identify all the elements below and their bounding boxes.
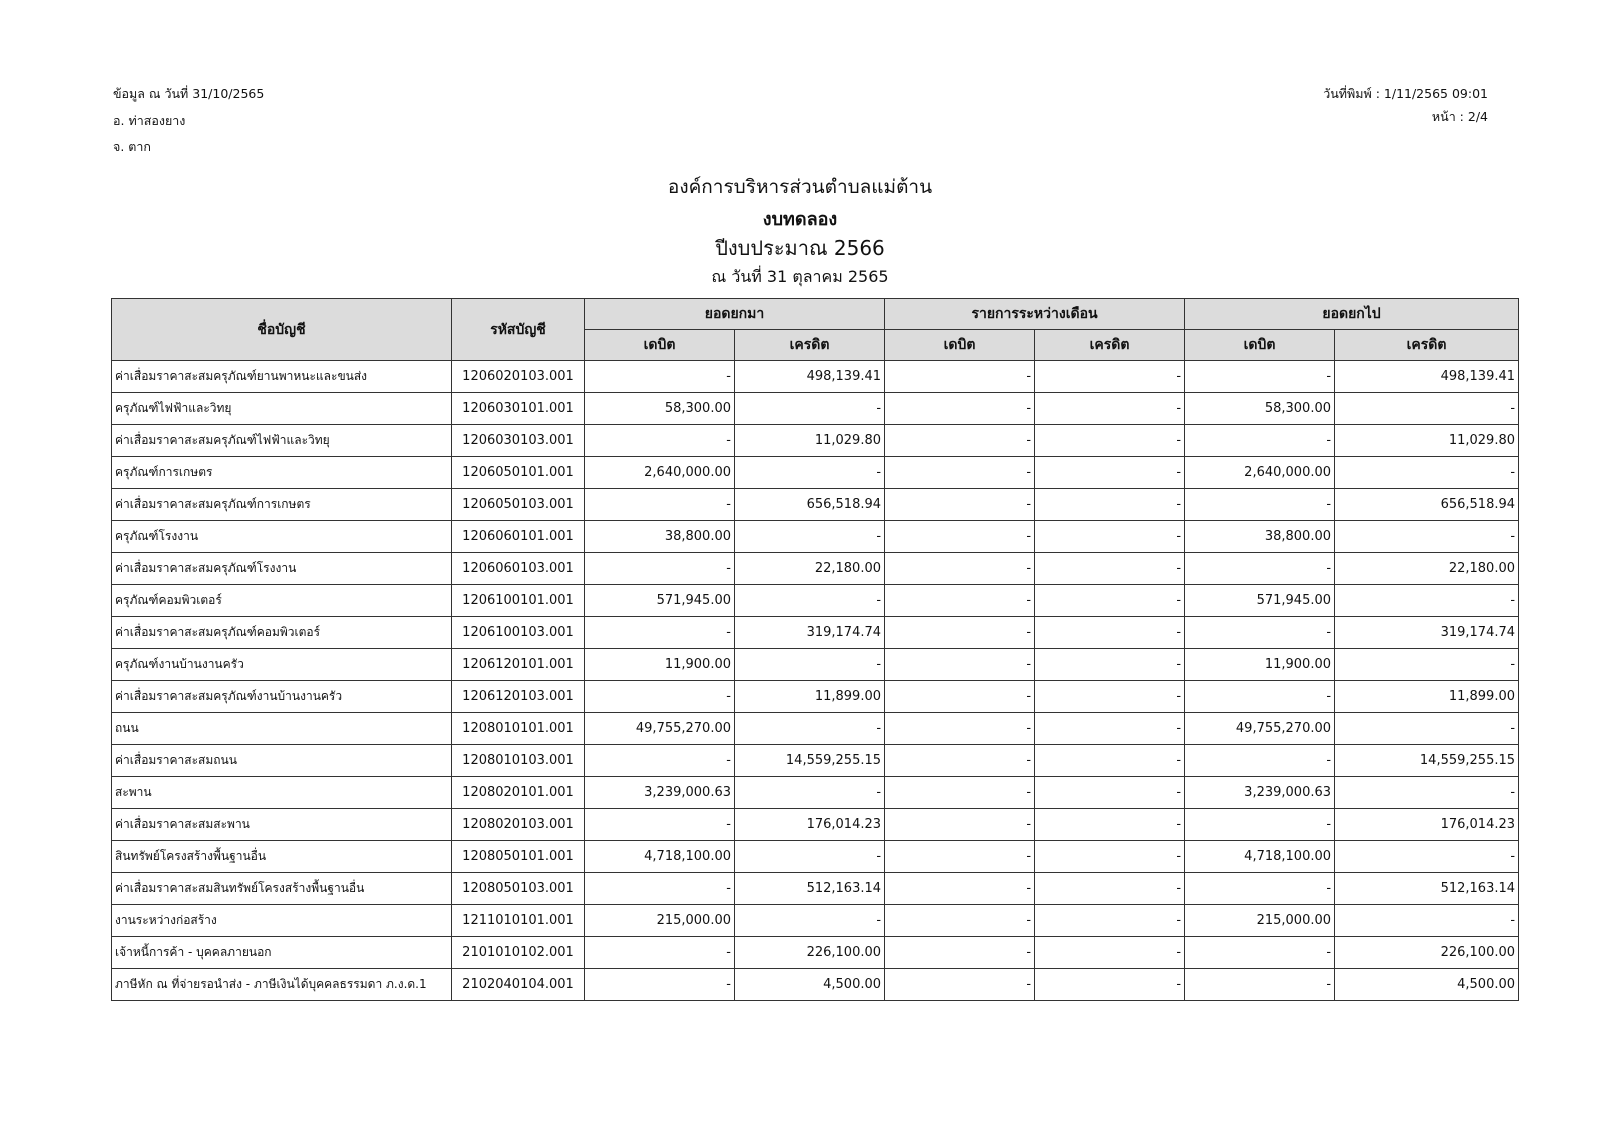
account-name-cell: สินทรัพย์โครงสร้างพื้นฐานอื่น (112, 841, 452, 873)
account-name-cell: ถนน (112, 713, 452, 745)
forward-credit-cell: 226,100.00 (1335, 937, 1519, 969)
col-month-debit: เดบิต (885, 330, 1035, 361)
forward-credit-cell: - (1335, 521, 1519, 553)
table-row (112, 905, 1519, 937)
forward-credit-cell: 656,518.94 (1335, 489, 1519, 521)
brought-credit-cell: 498,139.41 (735, 361, 885, 393)
month-credit-cell: - (1035, 809, 1185, 841)
col-account-name: ชื่อบัญชี (112, 299, 452, 361)
table-row (112, 489, 1519, 521)
brought-debit-cell: - (585, 681, 735, 713)
table-row (112, 617, 1519, 649)
col-forward-debit: เดบิต (1185, 330, 1335, 361)
month-credit-cell: - (1035, 489, 1185, 521)
as-of-date: ณ วันที่ 31 ตุลาคม 2565 (711, 267, 889, 286)
account-code-cell: 1208010101.001 (452, 713, 585, 745)
brought-debit-cell: 2,640,000.00 (585, 457, 735, 489)
trial-balance-table (111, 298, 1519, 1001)
brought-debit-cell: - (585, 361, 735, 393)
month-credit-cell: - (1035, 649, 1185, 681)
forward-credit-cell: - (1335, 393, 1519, 425)
account-name-cell: ค่าเสื่อมราคาสะสมครุภัณฑ์งานบ้านงานครัว (112, 681, 452, 713)
brought-credit-cell: 226,100.00 (735, 937, 885, 969)
month-credit-cell: - (1035, 745, 1185, 777)
brought-credit-cell: 656,518.94 (735, 489, 885, 521)
group-carried-forward: ยอดยกไป (1185, 299, 1519, 330)
month-debit-cell: - (885, 617, 1035, 649)
month-credit-cell: - (1035, 393, 1185, 425)
table-row (112, 681, 1519, 713)
account-name-cell: เจ้าหนี้การค้า - บุคคลภายนอก (112, 937, 452, 969)
table-row (112, 873, 1519, 905)
forward-credit-cell: 11,899.00 (1335, 681, 1519, 713)
month-credit-cell: - (1035, 777, 1185, 809)
brought-debit-cell: 4,718,100.00 (585, 841, 735, 873)
account-code-cell: 1206030101.001 (452, 393, 585, 425)
brought-debit-cell: 49,755,270.00 (585, 713, 735, 745)
account-code-cell: 1206120103.001 (452, 681, 585, 713)
account-name-cell: งานระหว่างก่อสร้าง (112, 905, 452, 937)
brought-debit-cell: - (585, 937, 735, 969)
data-date: ข้อมูล ณ วันที่ 31/10/2565 (113, 86, 265, 101)
forward-debit-cell: 2,640,000.00 (1185, 457, 1335, 489)
org-name: องค์การบริหารส่วนตำบลแม่ต้าน (667, 176, 933, 198)
month-debit-cell: - (885, 777, 1035, 809)
table-row (112, 713, 1519, 745)
account-code-cell: 1206030103.001 (452, 425, 585, 457)
forward-credit-cell: 498,139.41 (1335, 361, 1519, 393)
month-debit-cell: - (885, 649, 1035, 681)
month-debit-cell: - (885, 681, 1035, 713)
forward-credit-cell: 4,500.00 (1335, 969, 1519, 1001)
month-debit-cell: - (885, 489, 1035, 521)
month-debit-cell: - (885, 745, 1035, 777)
account-name-cell: ครุภัณฑ์งานบ้านงานครัว (112, 649, 452, 681)
forward-debit-cell: 38,800.00 (1185, 521, 1335, 553)
forward-credit-cell: - (1335, 777, 1519, 809)
brought-debit-cell: - (585, 809, 735, 841)
brought-debit-cell: 58,300.00 (585, 393, 735, 425)
forward-debit-cell: - (1185, 425, 1335, 457)
account-code-cell: 1208020101.001 (452, 777, 585, 809)
brought-credit-cell: - (735, 585, 885, 617)
forward-credit-cell: 319,174.74 (1335, 617, 1519, 649)
forward-credit-cell: - (1335, 905, 1519, 937)
district: อ. ท่าสองยาง (113, 113, 186, 128)
brought-debit-cell: - (585, 553, 735, 585)
group-brought-forward: ยอดยกมา (585, 299, 885, 330)
account-name-cell: ครุภัณฑ์ไฟฟ้าและวิทยุ (112, 393, 452, 425)
brought-credit-cell: - (735, 713, 885, 745)
account-name-cell: ครุภัณฑ์การเกษตร (112, 457, 452, 489)
account-code-cell: 1208020103.001 (452, 809, 585, 841)
account-code-cell: 1206100103.001 (452, 617, 585, 649)
brought-credit-cell: - (735, 457, 885, 489)
brought-debit-cell: 215,000.00 (585, 905, 735, 937)
brought-credit-cell: 319,174.74 (735, 617, 885, 649)
forward-debit-cell: 4,718,100.00 (1185, 841, 1335, 873)
forward-credit-cell: 176,014.23 (1335, 809, 1519, 841)
brought-credit-cell: 22,180.00 (735, 553, 885, 585)
fiscal-year: ปีงบประมาณ 2566 (715, 236, 885, 260)
table-row (112, 393, 1519, 425)
table-row (112, 809, 1519, 841)
account-code-cell: 2101010102.001 (452, 937, 585, 969)
group-month: รายการระหว่างเดือน (885, 299, 1185, 330)
brought-debit-cell: - (585, 873, 735, 905)
account-code-cell: 2102040104.001 (452, 969, 585, 1001)
forward-debit-cell: - (1185, 617, 1335, 649)
table-row (112, 553, 1519, 585)
month-debit-cell: - (885, 425, 1035, 457)
month-debit-cell: - (885, 521, 1035, 553)
forward-credit-cell: 14,559,255.15 (1335, 745, 1519, 777)
account-name-cell: ครุภัณฑ์คอมพิวเตอร์ (112, 585, 452, 617)
forward-debit-cell: - (1185, 809, 1335, 841)
forward-debit-cell: - (1185, 553, 1335, 585)
brought-debit-cell: - (585, 489, 735, 521)
brought-debit-cell: 571,945.00 (585, 585, 735, 617)
col-account-code: รหัสบัญชี (452, 299, 585, 361)
forward-debit-cell: - (1185, 745, 1335, 777)
forward-credit-cell: 22,180.00 (1335, 553, 1519, 585)
brought-debit-cell: 38,800.00 (585, 521, 735, 553)
month-credit-cell: - (1035, 425, 1185, 457)
forward-debit-cell: 215,000.00 (1185, 905, 1335, 937)
month-debit-cell: - (885, 873, 1035, 905)
month-debit-cell: - (885, 937, 1035, 969)
table-row (112, 649, 1519, 681)
forward-credit-cell: - (1335, 585, 1519, 617)
month-debit-cell: - (885, 361, 1035, 393)
account-code-cell: 1208050101.001 (452, 841, 585, 873)
brought-debit-cell: 3,239,000.63 (585, 777, 735, 809)
month-debit-cell: - (885, 393, 1035, 425)
forward-debit-cell: - (1185, 681, 1335, 713)
brought-credit-cell: 4,500.00 (735, 969, 885, 1001)
brought-credit-cell: - (735, 841, 885, 873)
account-name-cell: ค่าเสื่อมราคาสะสมสะพาน (112, 809, 452, 841)
account-name-cell: ค่าเสื่อมราคาสะสมสินทรัพย์โครงสร้างพื้นฐานอื่น (112, 873, 452, 905)
month-credit-cell: - (1035, 937, 1185, 969)
table-row (112, 969, 1519, 1001)
forward-credit-cell: - (1335, 713, 1519, 745)
account-code-cell: 1206020103.001 (452, 361, 585, 393)
account-name-cell: ค่าเสื่อมราคาสะสมครุภัณฑ์ยานพาหนะและขนส่ง (112, 361, 452, 393)
forward-debit-cell: 571,945.00 (1185, 585, 1335, 617)
province: จ. ตาก (113, 139, 151, 154)
month-credit-cell: - (1035, 681, 1185, 713)
account-name-cell: ครุภัณฑ์โรงงาน (112, 521, 452, 553)
brought-credit-cell: 11,029.80 (735, 425, 885, 457)
account-name-cell: ค่าเสื่อมราคาสะสมครุภัณฑ์โรงงาน (112, 553, 452, 585)
account-code-cell: 1206060101.001 (452, 521, 585, 553)
forward-debit-cell: - (1185, 873, 1335, 905)
month-debit-cell: - (885, 841, 1035, 873)
forward-debit-cell: 49,755,270.00 (1185, 713, 1335, 745)
table-row (112, 777, 1519, 809)
account-code-cell: 1208050103.001 (452, 873, 585, 905)
table-row (112, 585, 1519, 617)
account-code-cell: 1206060103.001 (452, 553, 585, 585)
print-date: วันที่พิมพ์ : 1/11/2565 09:01 (1323, 86, 1488, 101)
forward-debit-cell: - (1185, 361, 1335, 393)
col-brought-debit: เดบิต (585, 330, 735, 361)
brought-debit-cell: - (585, 745, 735, 777)
account-name-cell: ค่าเสื่อมราคาสะสมครุภัณฑ์การเกษตร (112, 489, 452, 521)
month-debit-cell: - (885, 713, 1035, 745)
month-credit-cell: - (1035, 457, 1185, 489)
forward-debit-cell: 58,300.00 (1185, 393, 1335, 425)
page-number: หน้า : 2/4 (1431, 109, 1488, 124)
account-code-cell: 1206120101.001 (452, 649, 585, 681)
account-code-cell: 1206100101.001 (452, 585, 585, 617)
month-debit-cell: - (885, 905, 1035, 937)
brought-credit-cell: - (735, 393, 885, 425)
table-row (112, 425, 1519, 457)
month-credit-cell: - (1035, 361, 1185, 393)
table-row (112, 841, 1519, 873)
month-debit-cell: - (885, 553, 1035, 585)
month-debit-cell: - (885, 969, 1035, 1001)
col-forward-credit: เครดิต (1335, 330, 1519, 361)
table-row (112, 457, 1519, 489)
brought-credit-cell: 176,014.23 (735, 809, 885, 841)
table-row (112, 937, 1519, 969)
account-code-cell: 1208010103.001 (452, 745, 585, 777)
month-debit-cell: - (885, 585, 1035, 617)
brought-debit-cell: - (585, 425, 735, 457)
brought-credit-cell: - (735, 905, 885, 937)
brought-debit-cell: - (585, 617, 735, 649)
forward-credit-cell: - (1335, 649, 1519, 681)
forward-credit-cell: 11,029.80 (1335, 425, 1519, 457)
month-credit-cell: - (1035, 873, 1185, 905)
account-name-cell: สะพาน (112, 777, 452, 809)
month-debit-cell: - (885, 457, 1035, 489)
forward-credit-cell: - (1335, 457, 1519, 489)
forward-credit-cell: - (1335, 841, 1519, 873)
table-row (112, 521, 1519, 553)
month-credit-cell: - (1035, 905, 1185, 937)
month-credit-cell: - (1035, 841, 1185, 873)
table-row (112, 361, 1519, 393)
month-debit-cell: - (885, 809, 1035, 841)
account-name-cell: ค่าเสื่อมราคาสะสมครุภัณฑ์ไฟฟ้าและวิทยุ (112, 425, 452, 457)
month-credit-cell: - (1035, 617, 1185, 649)
account-name-cell: ค่าเสื่อมราคาสะสมถนน (112, 745, 452, 777)
account-name-cell: ค่าเสื่อมราคาสะสมครุภัณฑ์คอมพิวเตอร์ (112, 617, 452, 649)
forward-debit-cell: - (1185, 969, 1335, 1001)
brought-debit-cell: 11,900.00 (585, 649, 735, 681)
report-title: งบทดลอง (762, 209, 838, 230)
month-credit-cell: - (1035, 969, 1185, 1001)
account-name-cell: ภาษีหัก ณ ที่จ่ายรอนำส่ง - ภาษีเงินได้บุคคลธรรมดา ภ.ง.ด.1 (112, 969, 452, 1001)
col-month-credit: เครดิต (1035, 330, 1185, 361)
table-body (112, 361, 1519, 1001)
brought-credit-cell: 14,559,255.15 (735, 745, 885, 777)
forward-debit-cell: - (1185, 489, 1335, 521)
table-row (112, 745, 1519, 777)
brought-credit-cell: - (735, 777, 885, 809)
brought-credit-cell: 11,899.00 (735, 681, 885, 713)
month-credit-cell: - (1035, 585, 1185, 617)
month-credit-cell: - (1035, 521, 1185, 553)
account-code-cell: 1206050103.001 (452, 489, 585, 521)
forward-debit-cell: - (1185, 937, 1335, 969)
account-code-cell: 1211010101.001 (452, 905, 585, 937)
forward-debit-cell: 3,239,000.63 (1185, 777, 1335, 809)
month-credit-cell: - (1035, 553, 1185, 585)
forward-credit-cell: 512,163.14 (1335, 873, 1519, 905)
brought-credit-cell: - (735, 521, 885, 553)
brought-debit-cell: - (585, 969, 735, 1001)
brought-credit-cell: - (735, 649, 885, 681)
account-code-cell: 1206050101.001 (452, 457, 585, 489)
month-credit-cell: - (1035, 713, 1185, 745)
col-brought-credit: เครดิต (735, 330, 885, 361)
forward-debit-cell: 11,900.00 (1185, 649, 1335, 681)
brought-credit-cell: 512,163.14 (735, 873, 885, 905)
